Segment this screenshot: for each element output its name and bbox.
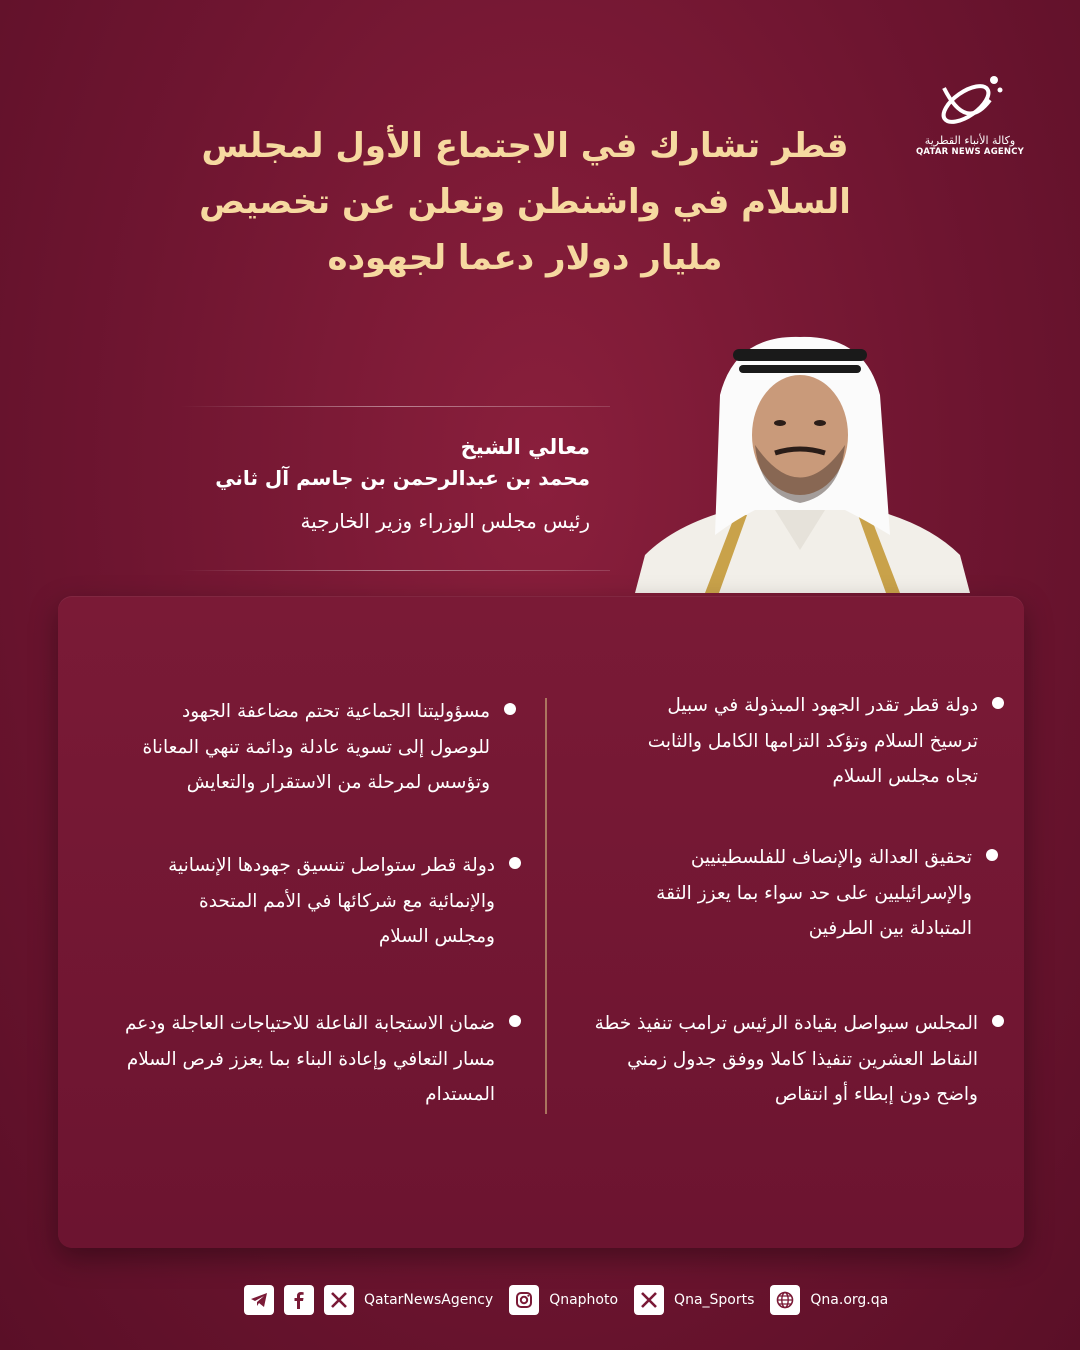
statement-line: مسار التعافي وإعادة البناء بما يعزز فرص السلام <box>126 1048 495 1070</box>
statement-line: ومجلس السلام <box>378 926 495 947</box>
statement-line: واضح دون إبطاء أو انتقاص <box>774 1084 978 1105</box>
footer-social-links <box>244 1283 894 1317</box>
headline-line: مليار دولار دعما لجهوده <box>327 238 723 278</box>
statement-line: والإسرائيليين على حد سواء بما يعزز الثقة <box>656 882 972 904</box>
person-role: رئيس مجلس الوزراء وزير الخارجية <box>300 509 590 533</box>
qna-logo <box>915 70 1025 157</box>
top-divider-line <box>180 406 610 407</box>
statement-line: مسؤوليتنا الجماعية تحتم مضاعفة الجهود <box>182 701 490 722</box>
statement-line: للوصول إلى تسوية عادلة ودائمة تنهي المعاناة <box>142 736 490 758</box>
headline-line: قطر تشارك في الاجتماع الأول لمجلس <box>201 126 849 166</box>
bullet-dot-icon <box>509 1015 521 1027</box>
headline <box>180 118 870 286</box>
statement-item <box>656 840 972 947</box>
facebook-icon[interactable] <box>284 1285 314 1315</box>
bullet-dot-icon <box>992 697 1004 709</box>
statement-line: وتؤسس لمرحلة من الاستقرار والتعايش <box>186 772 490 793</box>
bullet-dot-icon <box>504 703 516 715</box>
person-portrait <box>635 335 970 593</box>
statement-line: والإنمائية مع شركائها في الأمم المتحدة <box>199 890 495 912</box>
statement-line: ترسيخ السلام وتؤكد التزامها الكامل والثابت <box>647 730 978 752</box>
statement-line: تجاه مجلس السلام <box>832 766 978 787</box>
person-info <box>200 432 590 538</box>
bullet-dot-icon <box>992 1015 1004 1027</box>
bottom-divider-line <box>180 570 610 571</box>
person-name: محمد بن عبدالرحمن بن جاسم آل ثاني <box>215 466 590 490</box>
logo-arabic-name: وكالة الأنباء القطرية <box>924 134 1016 147</box>
statement-line: ضمان الاستجابة الفاعلة للاحتياجات العاجلة ودعم <box>124 1013 495 1034</box>
statements-card <box>58 596 1024 1248</box>
bullet-dot-icon <box>509 857 521 869</box>
logo-english-name: QATAR NEWS AGENCY <box>915 147 1024 157</box>
statement-line: المستدام <box>425 1084 495 1105</box>
headline-line: السلام في واشنطن وتعلن عن تخصيص <box>199 182 851 222</box>
statement-line: دولة قطر ستواصل تنسيق جهودها الإنسانية <box>168 855 495 876</box>
statement-item <box>142 694 490 801</box>
statement-line: المتبادلة بين الطرفين <box>808 918 972 939</box>
x-twitter-icon[interactable] <box>324 1285 354 1315</box>
globe-icon[interactable] <box>770 1285 800 1315</box>
instagram-handle-link[interactable]: Qnaphoto <box>549 1292 619 1308</box>
website-link[interactable]: Qna.org.qa <box>810 1292 889 1308</box>
telegram-icon[interactable] <box>244 1285 274 1315</box>
social-handle-link[interactable]: QatarNewsAgency <box>364 1292 494 1308</box>
qna-emblem-icon <box>930 70 1010 132</box>
statement-item <box>648 688 978 795</box>
statement-item <box>125 1006 495 1113</box>
statement-line: تحقيق العدالة والإنصاف للفلسطينيين <box>690 847 972 868</box>
statement-line: النقاط العشرين تنفيذا كاملا ووفق جدول زمني <box>627 1048 978 1070</box>
person-honorific: معالي الشيخ <box>460 435 590 459</box>
statement-line: دولة قطر تقدر الجهود المبذولة في سبيل <box>667 695 978 716</box>
column-divider <box>545 698 547 1114</box>
bullet-dot-icon <box>986 849 998 861</box>
statement-line: المجلس سيواصل بقيادة الرئيس ترامب تنفيذ خطة <box>594 1013 978 1034</box>
x-sports-icon[interactable] <box>634 1285 664 1315</box>
instagram-icon[interactable] <box>509 1285 539 1315</box>
statement-item <box>595 1006 978 1113</box>
statement-item <box>168 848 495 955</box>
sports-handle-link[interactable]: Qna_Sports <box>674 1292 755 1308</box>
